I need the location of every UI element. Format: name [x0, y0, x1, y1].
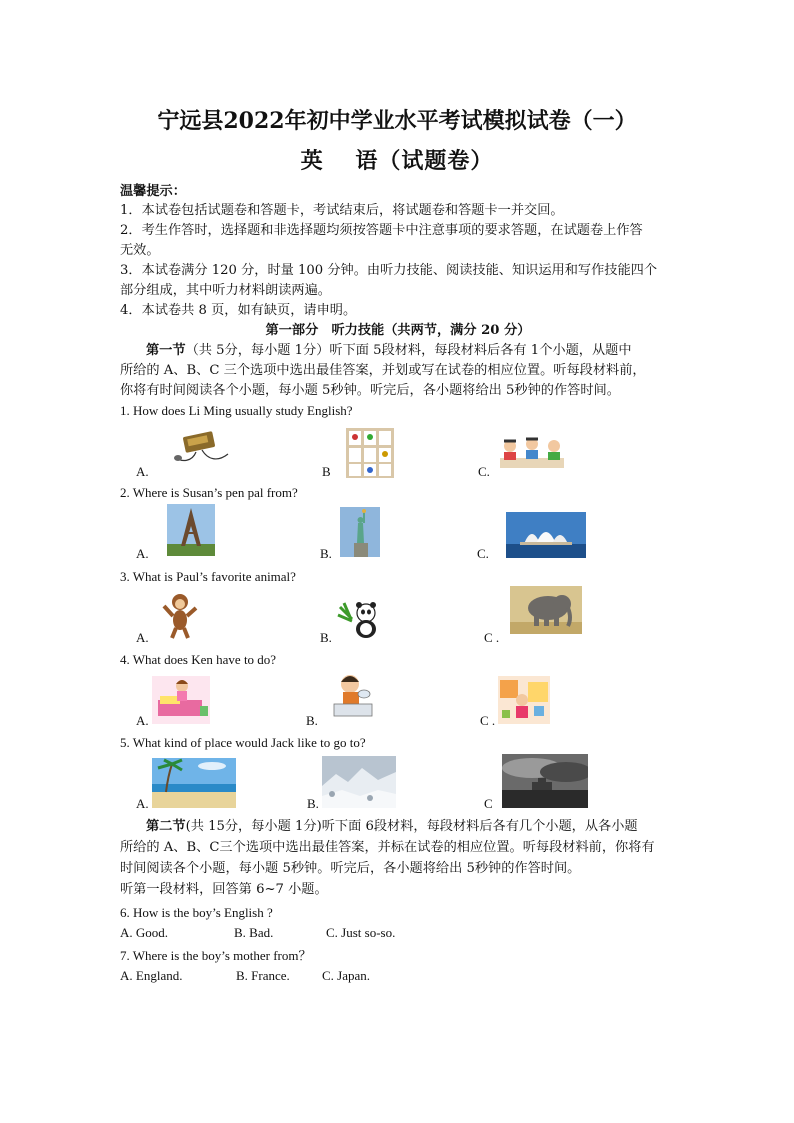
wash-dishes-image: [330, 670, 376, 722]
tip-line: 3．本试卷满分 120 分，时量 100 分钟。由听力技能、阅读技能、知识运用和写作技能四个: [120, 263, 658, 278]
question-6: 6. How is the boy’s English ?: [120, 905, 273, 920]
question-4: 4. What does Ken have to do?: [120, 652, 277, 667]
flash-cards-image: [346, 428, 394, 478]
option-c: C.: [478, 464, 490, 479]
eiffel-tower-image: [167, 504, 215, 556]
option-b: B.: [320, 630, 332, 645]
exam-title: 宁远县2022年初中学业水平考试模拟试卷（一）: [157, 108, 637, 134]
section2-line: 时间阅读各个小题，每小题 5秒钟。听完后，各小题将给出 5秒钟的作答时间。: [120, 861, 581, 876]
option-a: A.: [136, 796, 149, 811]
option-b: B.: [320, 546, 332, 561]
panda-image: [336, 597, 386, 641]
section1-label: 第一节: [146, 343, 186, 358]
option-c: C. Just so-so.: [326, 925, 396, 940]
section1-line: 所给的 A、B、C 三个选项中选出最佳答案，并划或写在试卷的相应位置。听每段材料前，: [120, 363, 646, 378]
section2-line: [120, 817, 676, 837]
tip-line: 部分组成，其中听力材料朗读两遍。: [120, 283, 331, 298]
statue-of-liberty-image: [340, 507, 380, 557]
question-1: 1. How does Li Ming usually study English?: [120, 403, 353, 418]
option-a: A.: [136, 713, 149, 728]
option-a: A.: [136, 464, 149, 479]
tip-line: 2．考生作答时，选择题和非选择题均须按答题卡中注意事项的要求答题，在试题卷上作答: [120, 223, 643, 238]
question-7: 7. Where is the boy’s mother from？: [120, 948, 312, 963]
section2-label: 第二节: [146, 819, 186, 834]
question-5: 5. What kind of place would Jack like to go to?: [120, 735, 366, 750]
tip-line: 无效。: [120, 243, 160, 258]
option-c: C .: [484, 630, 500, 645]
option-a: A.: [136, 630, 149, 645]
option-c: C: [484, 796, 493, 811]
option-c: C. Japan.: [322, 968, 371, 983]
option-c: C .: [480, 713, 496, 728]
question-2: 2. Where is Susan’s pen pal from?: [120, 485, 298, 500]
option-b: B. Bad.: [234, 925, 274, 940]
tape-recorder-image: [168, 428, 234, 472]
section1-text: （共 5分，每小题 1分）听下面 5段材料，每段材料后各有 1个小题，从题中: [185, 343, 632, 358]
tips-heading: 温馨提示：: [120, 184, 186, 199]
tip-line: 4．本试卷共 8 页，如有缺页，请申明。: [120, 303, 357, 318]
option-b: B. France.: [236, 968, 290, 983]
section1-line: 你将有时间阅读各个小题，每小题 5秒钟。听完后，各小题将给出 5秒钟的作答时间。: [120, 383, 620, 398]
snowy-mountain-image: [322, 756, 396, 808]
elephant-image: [510, 586, 582, 634]
exam-subtitle: 英 语（试题卷）: [300, 148, 494, 174]
section1-line: [120, 341, 676, 361]
option-a: A. England.: [120, 968, 183, 983]
section2-text: (共 15分，每小题 1分)听下面 6段材料，每段材料后各有几个小题，从各小题: [185, 819, 638, 834]
part1-heading: 第一部分 听力技能（共两节，满分 20 分）: [265, 323, 531, 338]
clean-room-image: [498, 676, 550, 724]
monkey-image: [152, 588, 208, 642]
option-b: B: [322, 464, 331, 479]
question-3: 3. What is Paul’s favorite animal?: [120, 569, 296, 584]
option-b: B.: [307, 796, 319, 811]
sydney-opera-house-image: [506, 512, 586, 558]
section2-line: 所给的 A、B、C三个选项中选出最佳答案，并标在试卷的相应位置。听每段材料前，你将有: [120, 840, 655, 855]
option-a: A.: [136, 546, 149, 561]
option-c: C.: [477, 546, 489, 561]
option-b: B.: [306, 713, 318, 728]
cloudy-city-image: [502, 754, 588, 808]
option-a: A. Good.: [120, 925, 169, 940]
study-group-image: [494, 434, 570, 476]
section2-instruction: 听第一段材料，回答第 6~7 小题。: [120, 882, 328, 897]
make-bed-image: [152, 676, 210, 724]
beach-image: [152, 758, 236, 808]
tip-line: 1．本试卷包括试题卷和答题卡，考试结束后，将试题卷和答题卡一并交回。: [120, 203, 564, 218]
